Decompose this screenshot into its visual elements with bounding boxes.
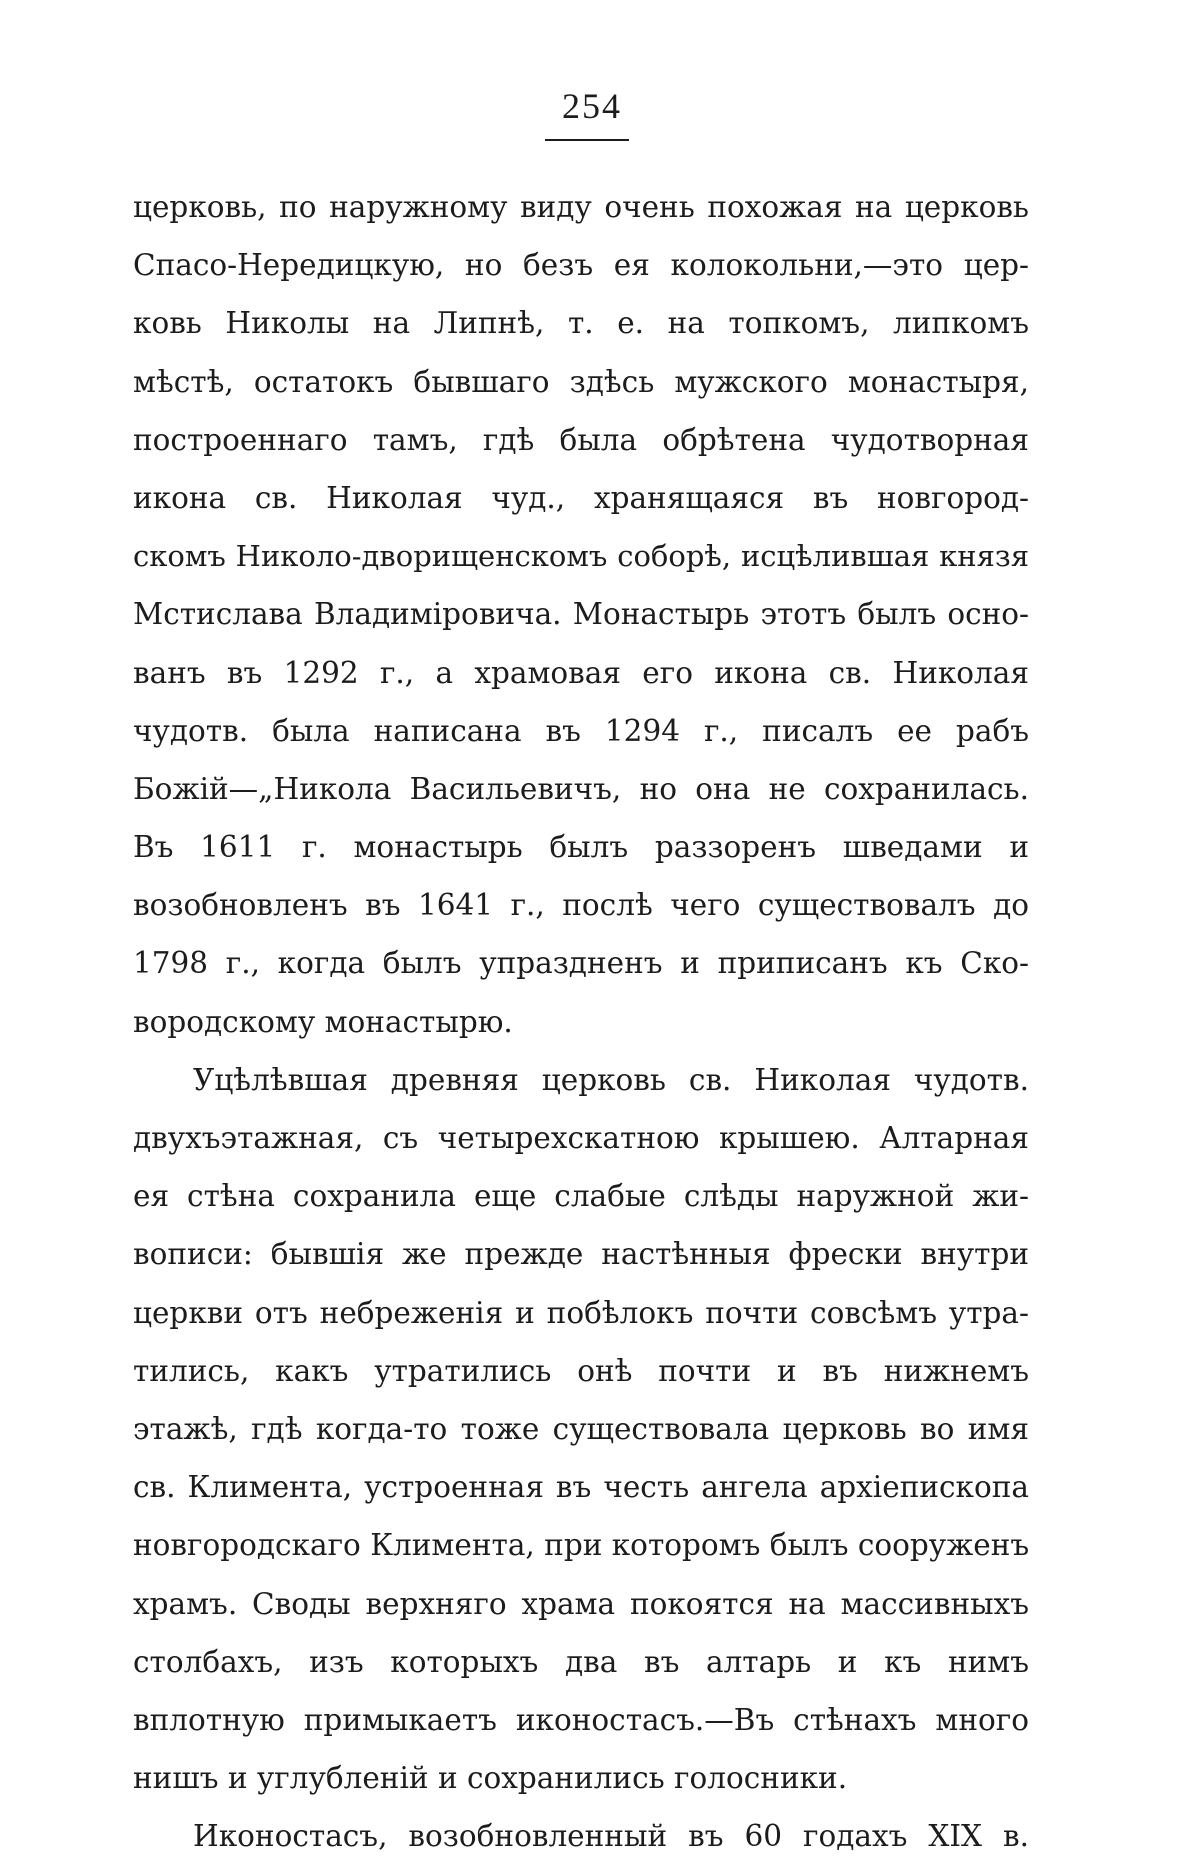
text-line: ея стѣна сохранила еще слабые слѣды наружной жи- bbox=[133, 1179, 1029, 1214]
text-line: св. Климента, устроенная въ честь ангела архiепископа bbox=[133, 1470, 1029, 1505]
text-line: вописи: бывшiя же прежде настѣнныя фрески внутри bbox=[133, 1237, 1029, 1272]
text-line: ковь Николы на Липнѣ, т. е. на топкомъ, липкомъ bbox=[133, 306, 1029, 341]
text-line: ванъ въ 1292 г., а храмовая его икона св. Николая bbox=[133, 655, 1029, 690]
page-number-rule bbox=[545, 139, 629, 141]
text-line: этажѣ, гдѣ когда-то тоже существовала церковь во имя bbox=[133, 1411, 1029, 1446]
text-line: возобновленъ въ 1641 г., послѣ чего существовалъ до bbox=[133, 888, 1029, 923]
text-line: вородскому монастырю. bbox=[133, 1004, 513, 1039]
text-line: нишъ и углубленiй и сохранились голосники. bbox=[133, 1761, 848, 1796]
text-line: 1798 г., когда былъ упраздненъ и приписанъ къ Ско- bbox=[133, 946, 1029, 981]
text-line: двухъэтажная, съ четырехскатною крышею. Алтарная bbox=[133, 1121, 1029, 1155]
text-line: храмъ. Своды верхняго храма покоятся на массивныхъ bbox=[133, 1586, 1029, 1621]
text-line: Мстислава Владимiровича. Монастырь этотъ былъ осно- bbox=[133, 597, 1029, 632]
page-number: 254 bbox=[562, 86, 622, 126]
text-line: церковь, по наружному виду очень похожая на церковь bbox=[133, 190, 1029, 224]
text-line: новгородскаго Климента, при которомъ былъ сооруженъ bbox=[133, 1528, 1030, 1563]
text-line: церкви отъ небреженiя и побѣлокъ почти совсѣмъ утра- bbox=[133, 1295, 1029, 1330]
text-line: столбахъ, изъ которыхъ два въ алтарь и къ нимъ bbox=[133, 1644, 1029, 1679]
body-text bbox=[133, 178, 1029, 1865]
text-line: построеннаго тамъ, гдѣ была обрѣтена чудотворная bbox=[133, 422, 1029, 457]
text-line: тились, какъ утратились онѣ почти и въ нижнемъ bbox=[133, 1353, 1029, 1388]
text-line: Уцѣлѣвшая древняя церковь св. Николая чудотв. bbox=[193, 1062, 1029, 1097]
text-line: Въ 1611 г. монастырь былъ раззоренъ шведами и bbox=[133, 830, 1029, 865]
text-line: икона св. Николая чуд., хранящаяся въ новгород- bbox=[133, 480, 1029, 515]
text-line: Спасо-Нередицкую, но безъ ея колокольни,—это цер- bbox=[133, 248, 1029, 283]
text-line: Иконостасъ, возобновленный въ 60 годахъ XIX в. bbox=[193, 1819, 1029, 1854]
text-line: вплотную примыкаетъ иконостасъ.—Въ стѣнахъ много bbox=[133, 1702, 1029, 1737]
text-line: Божiй—„Никола Васильевичъ, но она не сохранилась. bbox=[133, 771, 1029, 806]
text-line: скомъ Николо-дворищенскомъ соборѣ, исцѣлившая князя bbox=[133, 539, 1029, 574]
text-line: чудотв. была написана въ 1294 г., писалъ ее рабъ bbox=[133, 713, 1029, 748]
text-line: мѣстѣ, остатокъ бывшаго здѣсь мужского монастыря, bbox=[133, 364, 1029, 399]
